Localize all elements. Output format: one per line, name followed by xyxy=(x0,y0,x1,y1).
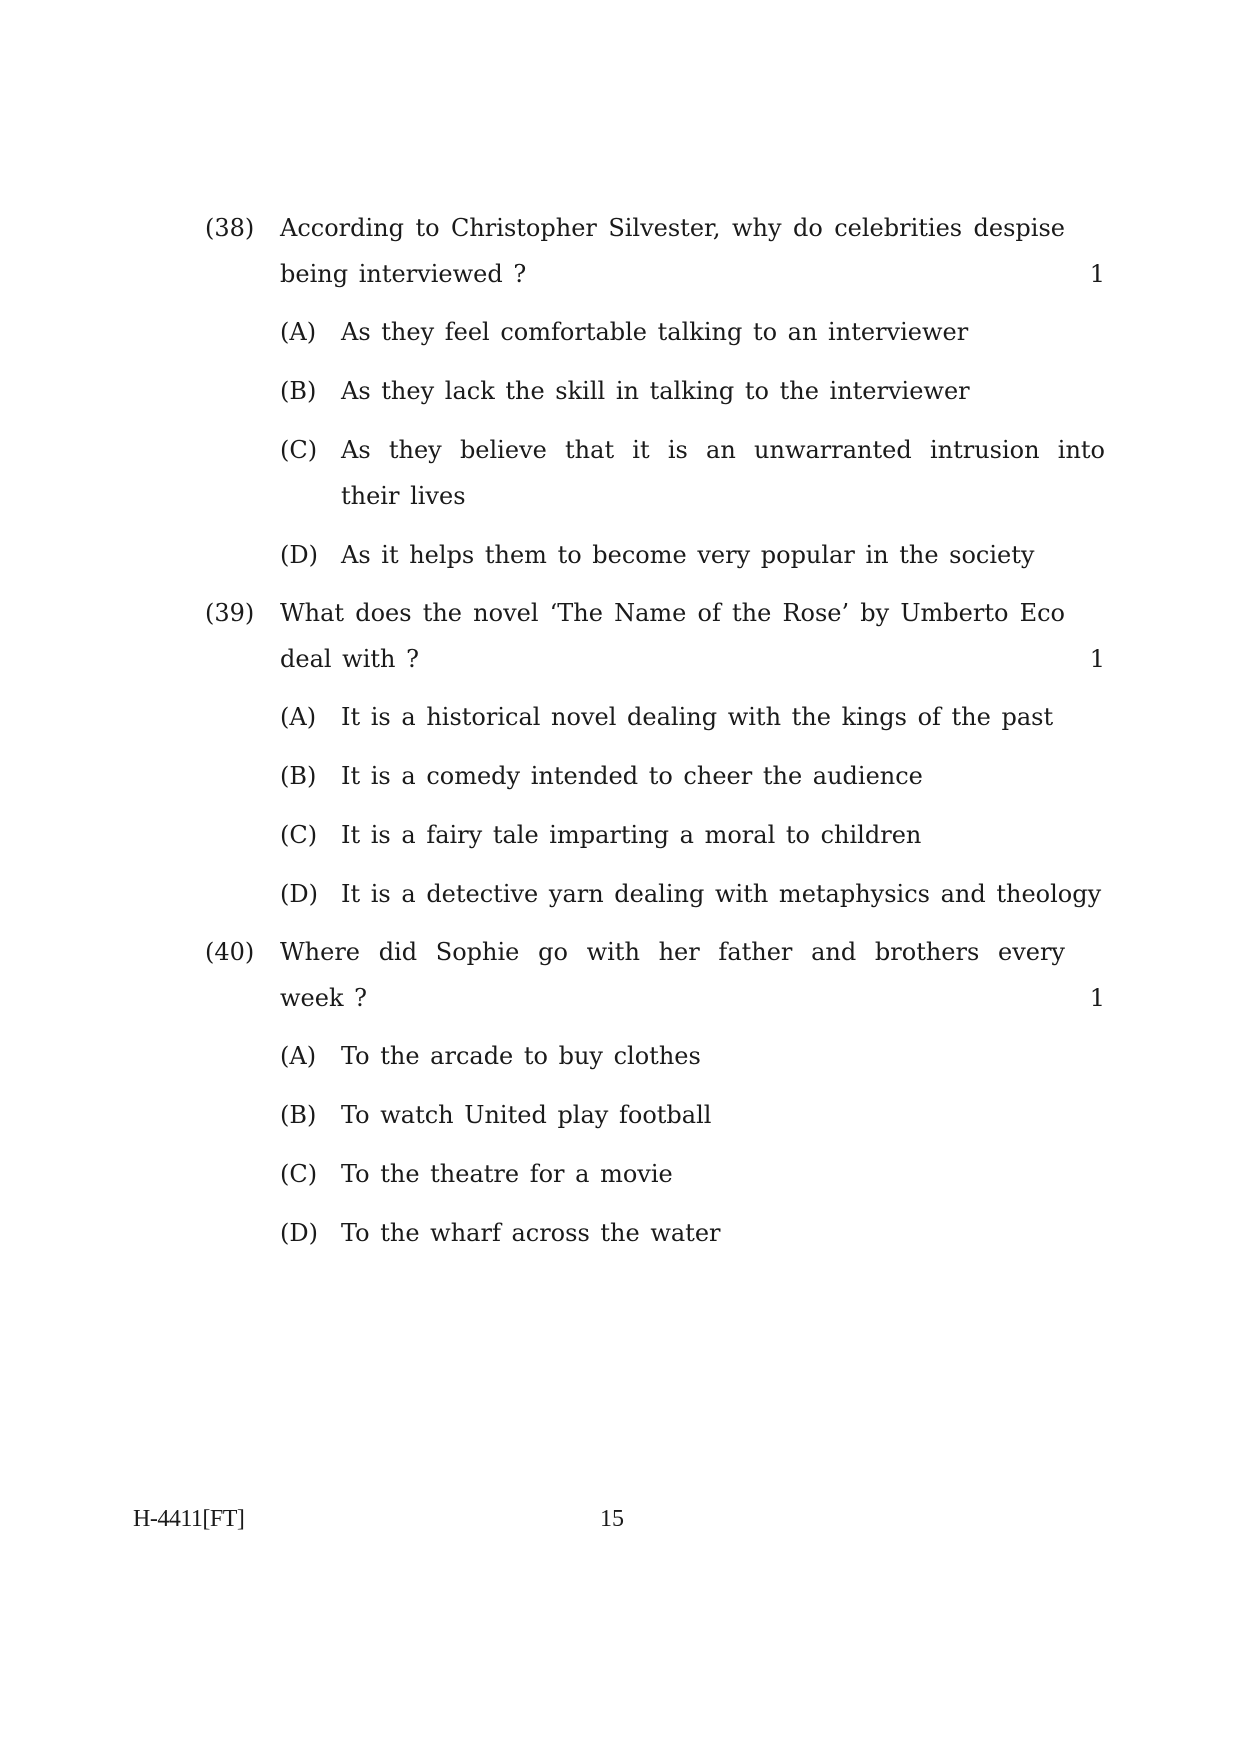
question-marks: 1 xyxy=(1089,984,1105,1012)
option-d xyxy=(205,871,1105,917)
paper-code: H-4411[FT] xyxy=(133,1506,245,1532)
question-number: (40) xyxy=(205,938,255,966)
question-40 xyxy=(205,929,1105,1256)
option-text: It is a detective yarn dealing with metaphysics and theology xyxy=(341,880,1102,908)
option-text: As they lack the skill in talking to the interviewer xyxy=(341,377,970,405)
question-list xyxy=(205,205,1105,1256)
option-d xyxy=(205,1210,1105,1256)
question-text: Where did Sophie go with her father and brothers every week ? xyxy=(280,938,1065,1012)
option-letter: (B) xyxy=(280,762,317,790)
option-letter: (C) xyxy=(280,436,318,464)
option-d xyxy=(205,532,1105,578)
option-letter: (A) xyxy=(280,318,317,346)
question-text: What does the novel ‘The Name of the Rose’ by Umberto Eco deal with ? xyxy=(280,599,1065,673)
option-text: As they feel comfortable talking to an interviewer xyxy=(341,318,969,346)
option-letter: (C) xyxy=(280,821,318,849)
option-text: It is a fairy tale imparting a moral to children xyxy=(341,821,922,849)
option-c xyxy=(205,812,1105,858)
option-text: To watch United play football xyxy=(341,1101,712,1129)
option-a xyxy=(205,694,1105,740)
page-number: 15 xyxy=(600,1506,624,1532)
option-letter: (B) xyxy=(280,377,317,405)
question-stem xyxy=(205,590,1105,682)
option-letter: (A) xyxy=(280,1042,317,1070)
option-c xyxy=(205,427,1105,519)
question-39 xyxy=(205,590,1105,917)
option-letter: (D) xyxy=(280,541,318,569)
option-text: It is a comedy intended to cheer the audience xyxy=(341,762,923,790)
option-letter: (D) xyxy=(280,1219,318,1247)
option-b xyxy=(205,1092,1105,1138)
question-marks: 1 xyxy=(1089,260,1105,288)
option-letter: (B) xyxy=(280,1101,317,1129)
question-number: (38) xyxy=(205,214,255,242)
question-stem xyxy=(205,205,1105,297)
question-number: (39) xyxy=(205,599,255,627)
option-list xyxy=(205,309,1105,578)
option-b xyxy=(205,368,1105,414)
option-list xyxy=(205,1033,1105,1256)
question-stem xyxy=(205,929,1105,1021)
option-text: To the theatre for a movie xyxy=(341,1160,673,1188)
question-text: According to Christopher Silvester, why do celebrities despise being interviewed ? xyxy=(280,214,1065,288)
question-38 xyxy=(205,205,1105,578)
option-b xyxy=(205,753,1105,799)
option-text: As they believe that it is an unwarranted intrusion into their lives xyxy=(341,436,1105,510)
option-letter: (C) xyxy=(280,1160,318,1188)
option-a xyxy=(205,309,1105,355)
option-c xyxy=(205,1151,1105,1197)
option-text: As it helps them to become very popular in the society xyxy=(341,541,1035,569)
option-list xyxy=(205,694,1105,917)
option-letter: (D) xyxy=(280,880,318,908)
option-letter: (A) xyxy=(280,703,317,731)
option-text: To the wharf across the water xyxy=(341,1219,721,1247)
question-marks: 1 xyxy=(1089,645,1105,673)
option-a xyxy=(205,1033,1105,1079)
option-text: It is a historical novel dealing with the kings of the past xyxy=(341,703,1054,731)
option-text: To the arcade to buy clothes xyxy=(341,1042,701,1070)
